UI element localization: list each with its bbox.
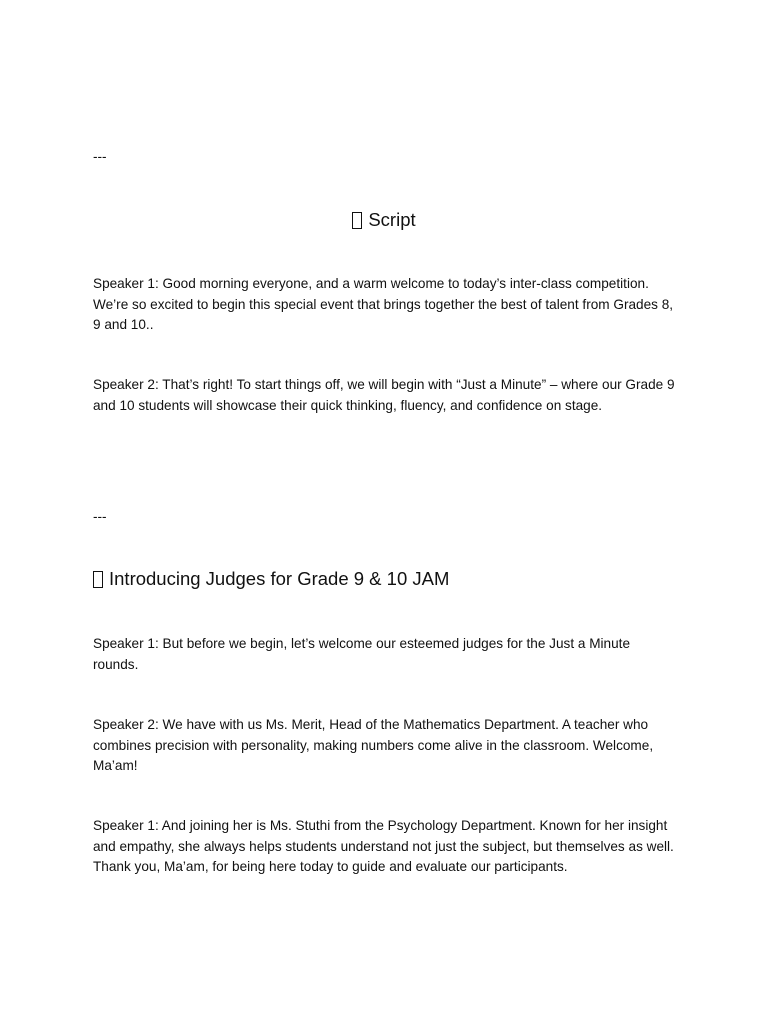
judges-heading bbox=[93, 567, 449, 591]
missing-glyph-icon bbox=[93, 571, 103, 588]
paragraph-speaker2-jam: Speaker 2: That’s right! To start things off, we will begin with “Just a Minute” – where our Grade 9 and 10 students will showcase their quick thinking, fluency, and confidence on stage. bbox=[93, 377, 675, 413]
script-heading-text: Script bbox=[368, 209, 416, 230]
separator-line: --- bbox=[93, 149, 107, 164]
paragraph-speaker1-welcome: Speaker 1: Good morning everyone, and a warm welcome to today’s inter-class competition. We’re so excited to begin this special event that brings together the best of talent from Grades 8, 9 and 10.. bbox=[93, 276, 674, 332]
paragraph-speaker1-stuthi: Speaker 1: And joining her is Ms. Stuthi from the Psychology Department. Known for her insight and empathy, she always helps students understand not just the subject, but themselves as well. Thank you, Ma’am, for being here today to guide and evaluate our participants. bbox=[93, 818, 674, 874]
separator-line: --- bbox=[93, 509, 107, 524]
paragraph-speaker1-judges: Speaker 1: But before we begin, let’s welcome our esteemed judges for the Just a Minute rounds. bbox=[93, 636, 631, 672]
judges-heading-text: Introducing Judges for Grade 9 & 10 JAM bbox=[109, 568, 450, 589]
missing-glyph-icon bbox=[352, 212, 362, 229]
paragraph-speaker2-merit: Speaker 2: We have with us Ms. Merit, Head of the Mathematics Department. A teacher who combines precision with personality, making numbers come alive in the classroom. Welcome, Ma’am! bbox=[93, 717, 654, 773]
script-heading bbox=[0, 208, 768, 232]
